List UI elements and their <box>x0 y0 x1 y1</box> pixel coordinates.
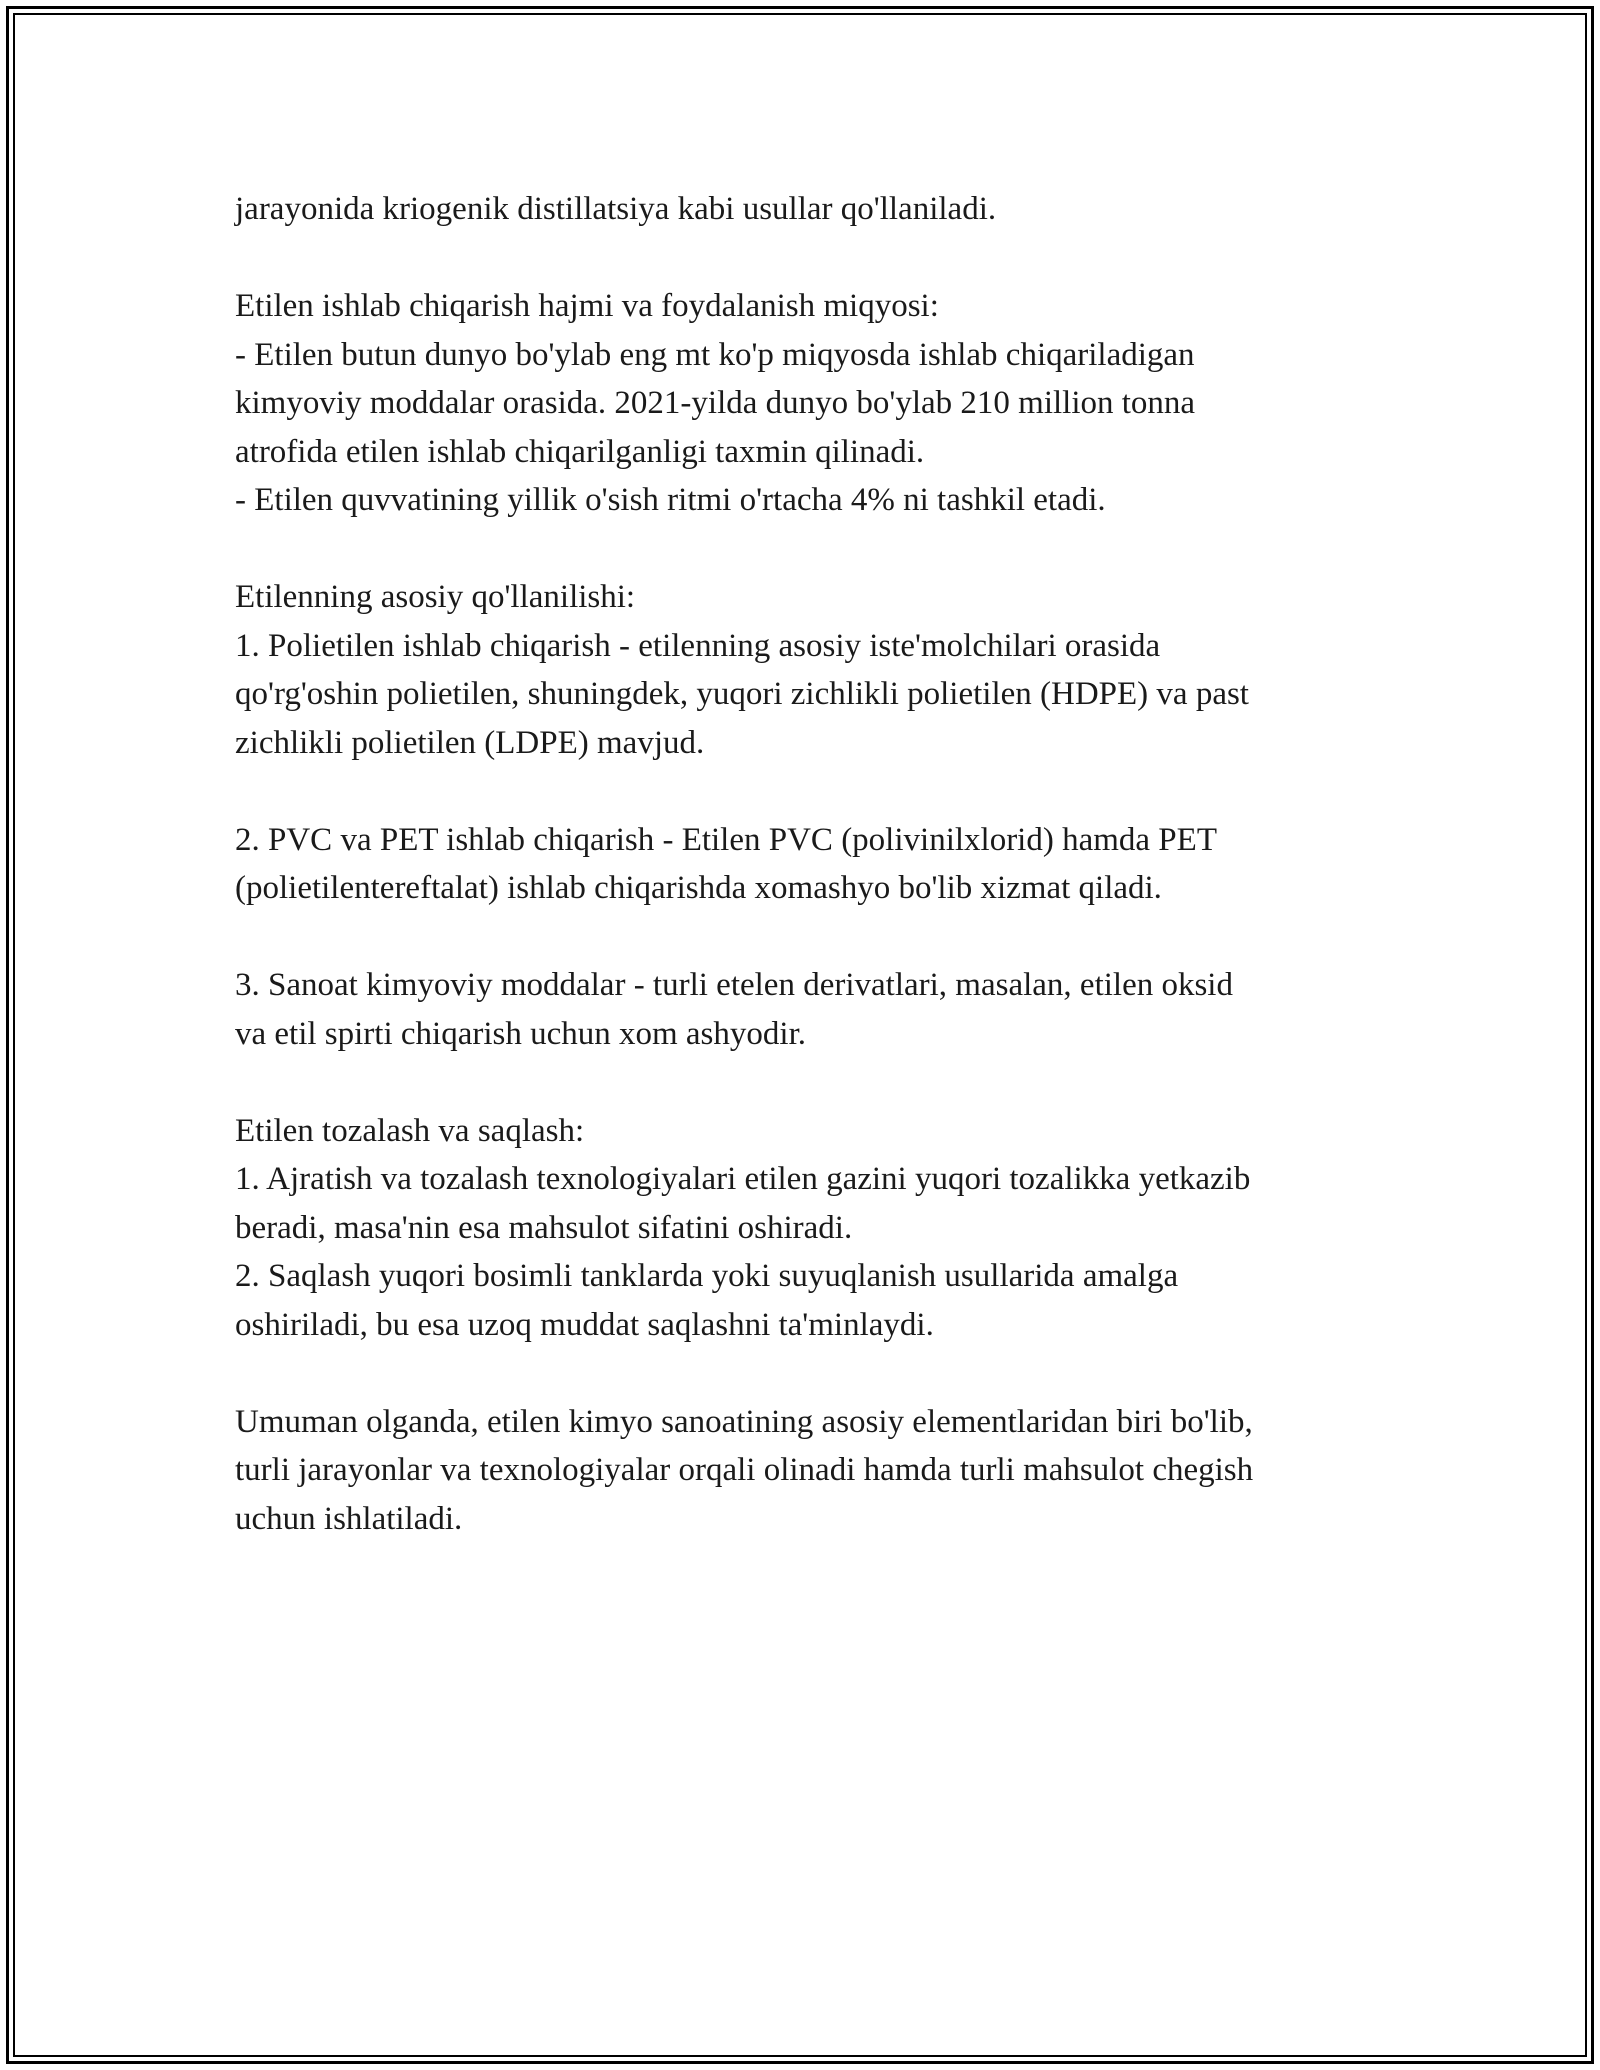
text-line: 3. Sanoat kimyoviy moddalar - turli etelen derivatlari, masalan, etilen oksid <box>235 967 1233 1003</box>
paragraph-conclusion <box>235 1398 1395 1544</box>
paragraph-pvc-pet <box>235 816 1395 913</box>
text-line: jarayonida kriogenik distillatsiya kabi usullar qo'llaniladi. <box>235 191 997 227</box>
text-line: beradi, masa'nin esa mahsulot sifatini oshiradi. <box>235 1209 853 1246</box>
text-line: Umuman olganda, etilen kimyo sanoatining asosiy elementlaridan biri bo'lib, <box>235 1403 1253 1440</box>
paragraph-production-volume <box>235 282 1395 525</box>
section-heading: Etilen tozalash va saqlash: <box>235 1112 585 1149</box>
section-heading: Etilen ishlab chiqarish hajmi va foydalanish miqyosi: <box>235 288 939 324</box>
text-line: 1. Polietilen ishlab chiqarish - etilenning asosiy iste'molchilari orasida <box>235 627 1161 664</box>
text-line: uchun ishlatiladi. <box>235 1500 463 1537</box>
document-body <box>235 185 1395 1592</box>
text-line: qo'rg'oshin polietilen, shuningdek, yuqori zichlikli polietilen (HDPE) va past <box>235 676 1249 712</box>
paragraph-main-uses <box>235 573 1395 767</box>
text-line: zichlikli polietilen (LDPE) mavjud. <box>235 724 705 761</box>
text-line: 1. Ajratish va tozalash texnologiyalari etilen gazini yuqori tozalikka yetkazib <box>235 1161 1251 1197</box>
text-line: - Etilen butun dunyo bo'ylab eng mt ko'p miqyosda ishlab chiqariladigan <box>235 336 1195 373</box>
paragraph-industrial-chemicals <box>235 961 1395 1058</box>
section-heading: Etilenning asosiy qo'llanilishi: <box>235 579 636 615</box>
text-line: (polietilentereftalat) ishlab chiqarishda xomashyo bo'lib xizmat qiladi. <box>235 870 1162 906</box>
text-line: va etil spirti chiqarish uchun xom ashyodir. <box>235 1015 806 1052</box>
paragraph-intro-continuation <box>235 185 1395 234</box>
text-line: turli jarayonlar va texnologiyalar orqali olinadi hamda turli mahsulot chegish <box>235 1452 1254 1488</box>
paragraph-purification-storage <box>235 1107 1395 1350</box>
text-line: 2. Saqlash yuqori bosimli tanklarda yoki suyuqlanish usullarida amalga <box>235 1258 1179 1294</box>
text-line: oshiriladi, bu esa uzoq muddat saqlashni ta'minlaydi. <box>235 1306 934 1343</box>
text-line: atrofida etilen ishlab chiqarilganligi taxmin qilinadi. <box>235 433 925 470</box>
text-line: 2. PVC va PET ishlab chiqarish - Etilen PVC (polivinilxlorid) hamda PET <box>235 821 1217 858</box>
text-line: kimyoviy moddalar orasida. 2021-yilda dunyo bo'ylab 210 million tonna <box>235 385 1196 421</box>
text-line: - Etilen quvvatining yillik o'sish ritmi o'rtacha 4% ni tashkil etadi. <box>235 482 1106 518</box>
